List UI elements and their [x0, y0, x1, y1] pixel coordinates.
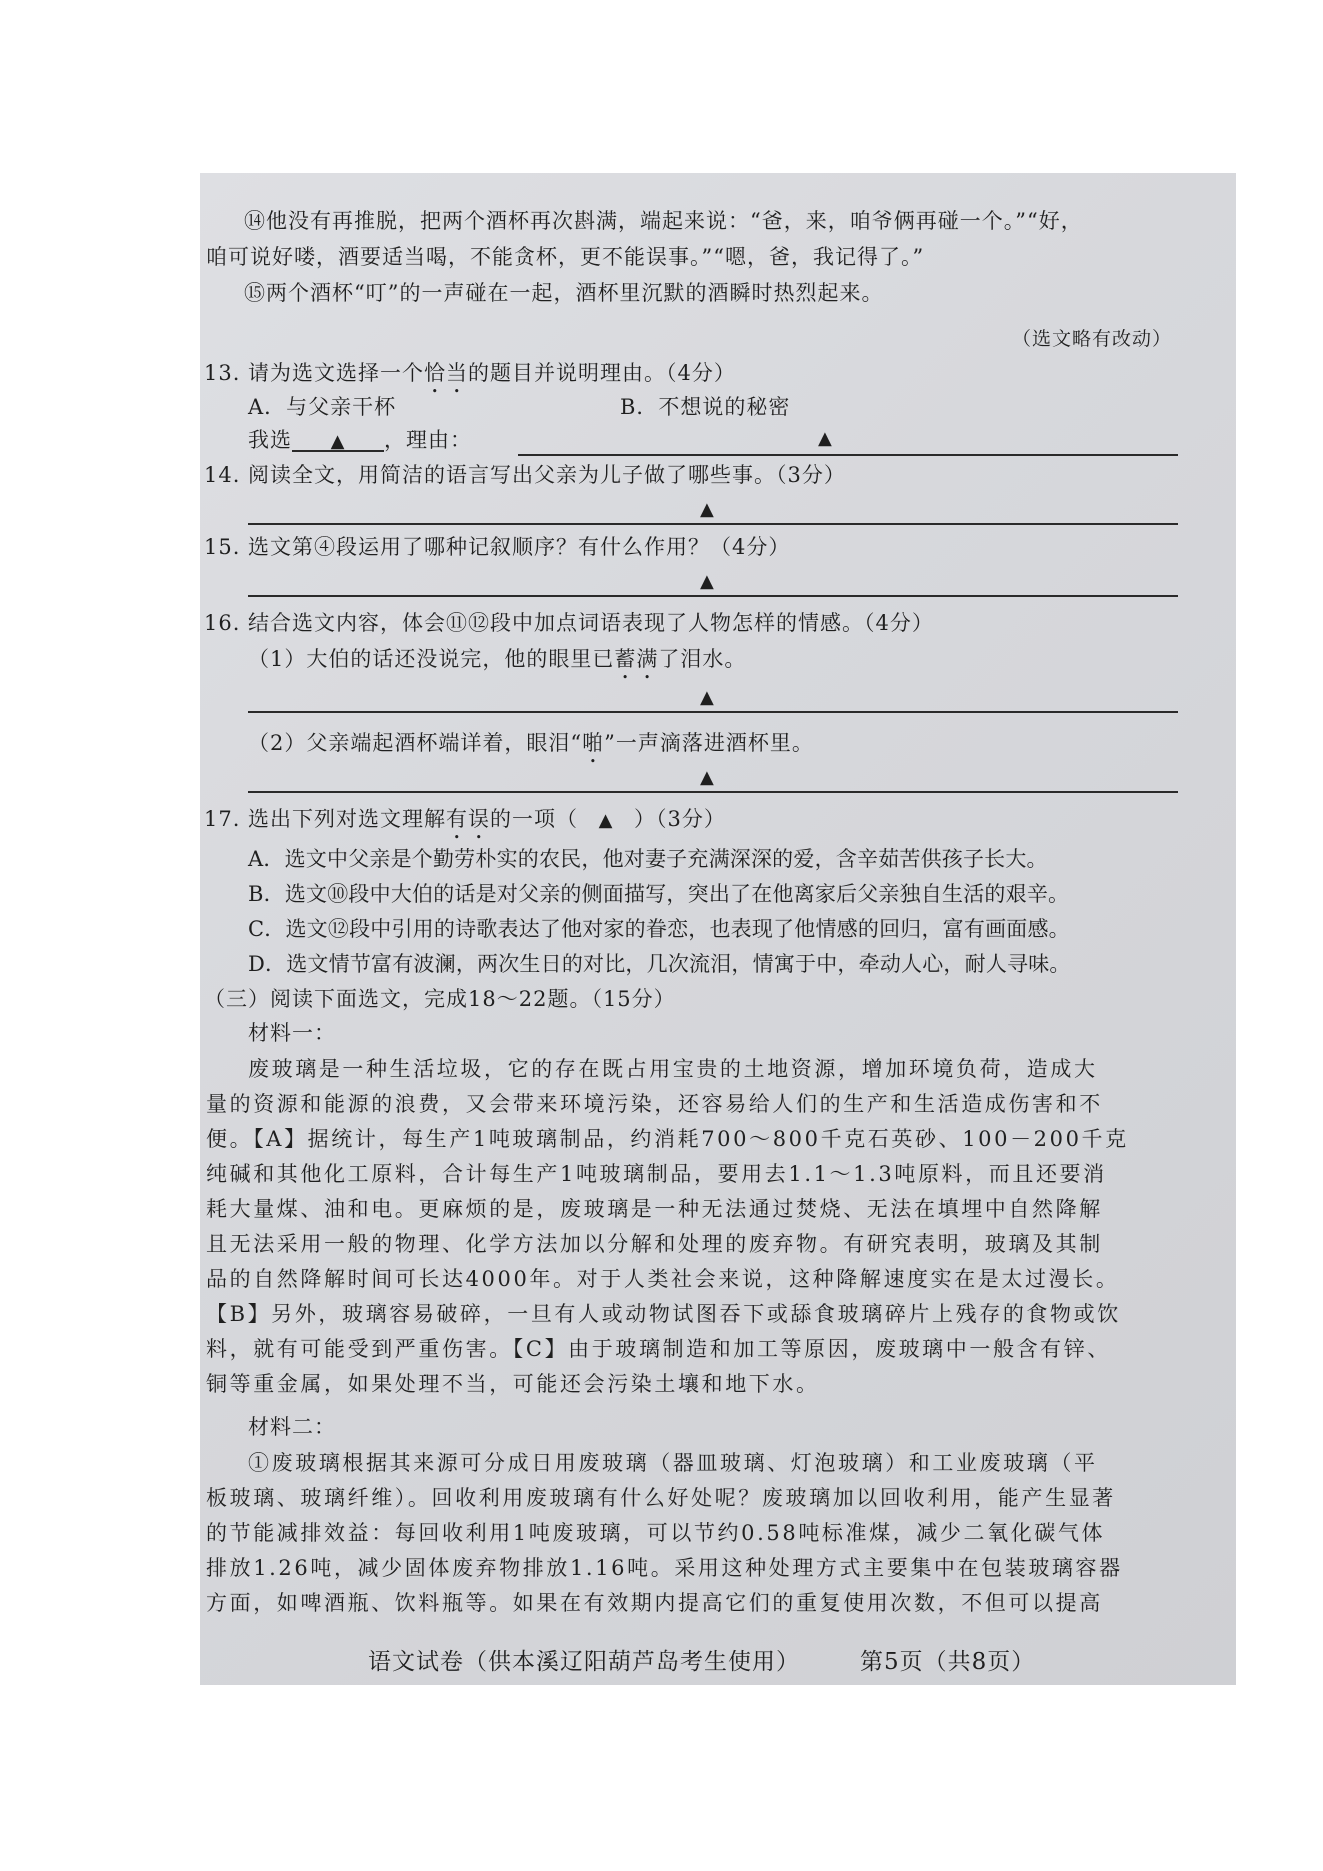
material-1-line: 料，就有可能受到严重伤害。【C】由于玻璃制造和加工等原因，废玻璃中一般含有锌、 [206, 1337, 1111, 1361]
answer-mark: ▲ [818, 428, 832, 449]
material-1-line: 品的自然降解时间可长达4000年。对于人类社会来说，这种降解速度实在是太过漫长。 [206, 1267, 1120, 1291]
dotted-word: 啪 [582, 731, 605, 755]
answer-line[interactable] [518, 454, 1178, 456]
choice-blank[interactable] [292, 426, 384, 452]
question-number: 15. [204, 535, 241, 559]
answer-mark: ▲ [700, 571, 714, 592]
question-text: 请为选文选择一个 [248, 361, 424, 385]
material-1-line: 废玻璃是一种生活垃圾，它的存在既占用宝贵的土地资源，增加环境负荷，造成大 [248, 1057, 1098, 1081]
question-14 [204, 461, 846, 489]
sub-question-text: ”一声滴落进酒杯里。 [604, 731, 814, 755]
answer-line[interactable] [248, 711, 1178, 713]
q13-answer-row [248, 426, 472, 454]
material-1-line: 便。【A】据统计，每生产1吨玻璃制品，约消耗700～800千克石英砂、100－200千克 [206, 1127, 1129, 1151]
dotted-word: 恰当 [424, 361, 468, 385]
question-text: 选出下列对选文理解 [248, 807, 446, 831]
material-1-line: 耗大量煤、油和电。更麻烦的是，废玻璃是一种无法通过焚烧、无法在填埋中自然降解 [206, 1197, 1103, 1221]
q17-option-b: B．选文⑩段中大伯的话是对父亲的侧面描写，突出了在他离家后父亲独自生活的艰辛。 [248, 882, 1070, 906]
exam-page [200, 173, 1236, 1685]
q16-sub-2 [248, 729, 814, 768]
dotted-word: 蓄满 [614, 647, 659, 671]
answer-line[interactable] [248, 523, 1178, 525]
material-1-line: 纯碱和其他化工原料，合计每生产1吨玻璃制品，要用去1.1～1.3吨原料，而且还要消 [206, 1162, 1107, 1186]
answer-mark: ▲ [330, 431, 346, 452]
material-2-line: 的节能减排效益：每回收利用1吨废玻璃，可以节约0.58吨标准煤，减少二氧化碳气体 [206, 1521, 1106, 1545]
q16-sub-1 [248, 645, 746, 684]
answer-mark: ▲ [700, 499, 714, 520]
question-text: ）（3分） [634, 807, 726, 831]
question-17 [204, 805, 726, 844]
material-2-title: 材料二： [248, 1415, 336, 1439]
story-paragraph-14-line2: 咱可说好喽，酒要适当喝，不能贪杯，更不能误事。”“嗯，爸，我记得了。” [206, 245, 925, 269]
question-16 [204, 609, 934, 637]
sub-question-text: （1）大伯的话还没说完，他的眼里已 [248, 647, 615, 671]
story-paragraph-14-line1: ⑭他没有再推脱，把两个酒杯再次斟满，端起来说：“爸，来，咱爷俩再碰一个。”“好， [244, 209, 1083, 233]
material-2-line: 排放1.26吨，减少固体废弃物排放1.16吨。采用这种处理方式主要集中在包装玻璃容器 [206, 1556, 1123, 1580]
sub-question-text: （2）父亲端起酒杯端详着，眼泪“ [248, 731, 583, 755]
story-paragraph-15: ⑮两个酒杯“叮”的一声碰在一起，酒杯里沉默的酒瞬时热烈起来。 [244, 281, 884, 305]
question-text: 结合选文内容，体会⑪⑫段中加点词语表现了人物怎样的情感。（4分） [248, 611, 934, 635]
q13-option-a: A．与父亲干杯 [248, 395, 397, 419]
q13-option-b: B．不想说的秘密 [620, 395, 791, 419]
question-number: 17. [204, 807, 241, 831]
question-number: 16. [204, 611, 241, 635]
answer-mark: ▲ [700, 687, 714, 708]
question-text: 选文第④段运用了哪种记叙顺序？有什么作用？（4分） [248, 535, 791, 559]
question-text: 的一项（ [490, 807, 578, 831]
question-text: 的题目并说明理由。（4分） [468, 361, 736, 385]
q17-option-d: D．选文情节富有波澜，两次生日的对比，几次流泪，情寓于中，牵动人心，耐人寻味。 [248, 952, 1071, 976]
question-text: 阅读全文，用简洁的语言写出父亲为儿子做了哪些事。（3分） [248, 463, 846, 487]
answer-mark: ▲ [700, 767, 714, 788]
material-1-line: 且无法采用一般的物理、化学方法加以分解和处理的废弃物。有研究表明，玻璃及其制 [206, 1232, 1103, 1256]
q17-option-c: C．选文⑫段中引用的诗歌表达了他对家的眷恋，也表现了他情感的回归，富有画面感。 [248, 917, 1070, 941]
q17-option-a: A．选文中父亲是个勤劳朴实的农民，他对妻子充满深深的爱，含辛茹苦供孩子长大。 [248, 847, 1048, 871]
material-1-line: 量的资源和能源的浪费，又会带来环境污染，还容易给人们的生产和生活造成伤害和不 [206, 1092, 1103, 1116]
material-1-title: 材料一： [248, 1021, 336, 1045]
material-1-line: 铜等重金属，如果处理不当，可能还会污染土壤和地下水。 [206, 1372, 820, 1396]
footer-exam-title: 语文试卷（供本溪辽阳葫芦岛考生使用） [368, 1649, 800, 1675]
sub-question-text: 了泪水。 [658, 647, 747, 671]
reason-label: ，理由： [384, 428, 472, 452]
material-2-line: 板玻璃、玻璃纤维）。回收利用废玻璃有什么好处呢？废玻璃加以回收利用，能产生显著 [206, 1486, 1116, 1510]
material-1-line: 【B】另外，玻璃容易破碎，一旦有人或动物试图吞下或舔食玻璃碎片上残存的食物或饮 [206, 1302, 1121, 1326]
choose-label: 我选 [248, 428, 292, 452]
question-15 [204, 533, 790, 561]
question-number: 13. [204, 361, 241, 385]
source-note: （选文略有改动） [1012, 328, 1173, 350]
material-2-line: ①废玻璃根据其来源可分成日用废玻璃（器皿玻璃、灯泡玻璃）和工业废玻璃（平 [248, 1451, 1098, 1475]
answer-mark[interactable]: ▲ [598, 810, 614, 831]
footer-page-number: 第5页（共8页） [860, 1649, 1036, 1675]
question-number: 14. [204, 463, 241, 487]
answer-line[interactable] [248, 595, 1178, 597]
material-2-line: 方面，如啤酒瓶、饮料瓶等。如果在有效期内提高它们的重复使用次数，不但可以提高 [206, 1591, 1103, 1615]
section-3-heading: （三）阅读下面选文，完成18～22题。（15分） [204, 987, 676, 1011]
dotted-word: 有误 [446, 807, 490, 831]
answer-line[interactable] [248, 791, 1178, 793]
